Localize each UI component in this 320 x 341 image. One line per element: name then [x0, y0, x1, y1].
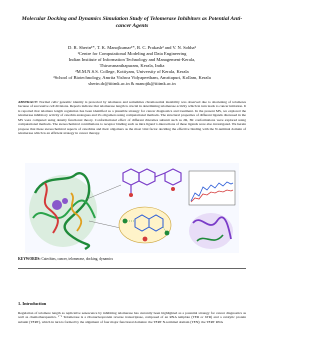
affiliation-line: ²M.M.N.S.S. College, Kottiyam, University of Kerala, Kerala [75, 69, 189, 74]
section-heading: 1. Introduction [18, 301, 47, 306]
interaction-diagram [119, 207, 171, 243]
protein-complex-illustration [189, 213, 233, 249]
abstract-text: Normal cells' genomic identity is protected by telomeres and sometimes chromosomal instability was observed due to shortening of telomeres because of successive cell divisions. Reports indicate that telomerase length is crucial in determining telomerase activity which in turn leads to cancer initiation. It is reported that telomere length regulation has been identified as a plausible strategy for cancer diagnostics and treatment. In the present MS, we explored the telomerase inhibitory activity of catechin analogues and it's oligomers using computational methods. The structural properties of different ligands discussed in the MS were computed using density functional theory. Conformational effect of different rhizomes subunit such as 2R, 3R conformations were explored using computational methods. The stereochemical contributions to receptor binding such as intra ligand π-interactions of these ligands were also investigated. We herein propose that these stereochemical aspects of catechins and their oligomers as the most vital factor deciding the effective binding with the N-terminal domain of telomerase which is an efficient strategy in cancer therapy. [18, 100, 246, 136]
graphical-abstract-figure [25, 163, 239, 253]
email-line: sherin.dr@iiitmk.ac.in & manojtk@iiitmk.ac.in [88, 81, 176, 86]
abstract-label: ABSTRACT: [18, 100, 38, 104]
affiliation-line: Indian Institute of Information Technology and Management-Kerala, [68, 57, 196, 62]
author-block [18, 45, 246, 87]
affiliation-line: Thiruvananthapuram, Kerala, India [99, 63, 165, 68]
paper-title: Molecular Docking and Dynamics Simulation Study of Telomerase Inhibitors as Potential Anti-cancer Agents [21, 16, 243, 29]
keywords-label: KEYWORDS: [18, 257, 41, 261]
abstract [18, 100, 246, 136]
keywords [18, 257, 246, 262]
affiliation-line: ³School of Biotechnology, Amrita Vishwa Vidyapeetham, Amritapuri, Kollam, Kerala [53, 75, 211, 80]
section-divider [18, 268, 246, 269]
introduction-text: Regulation of telomere length as replicative senescence by inhibiting telomerase has currently been highlighted as a potential strategy for cancer diagnostics as well as chemotherapeutics. ¹⁻³ Telomerase is a ribonucleoprotein reverse transcriptase, composed of an RNA template (TER or hTR) and a catalytic protein subunit (TERT), which in turn is formed by the alignment of four major functional domains: the TERT N-terminal domain (TEN); the TERT RNA [18, 311, 246, 324]
affiliation-line: ¹Centre for Computational Modeling and Data Engineering [77, 51, 187, 56]
author-list: D. R. Sherin¹*, T. K. Manojkumar¹*, R. C. Prakash² and V. N. Sobha³ [68, 45, 196, 50]
keywords-text: Catechins, cancer, telomerase, docking, dynamics [41, 257, 113, 261]
trajectory-plot [189, 171, 235, 205]
